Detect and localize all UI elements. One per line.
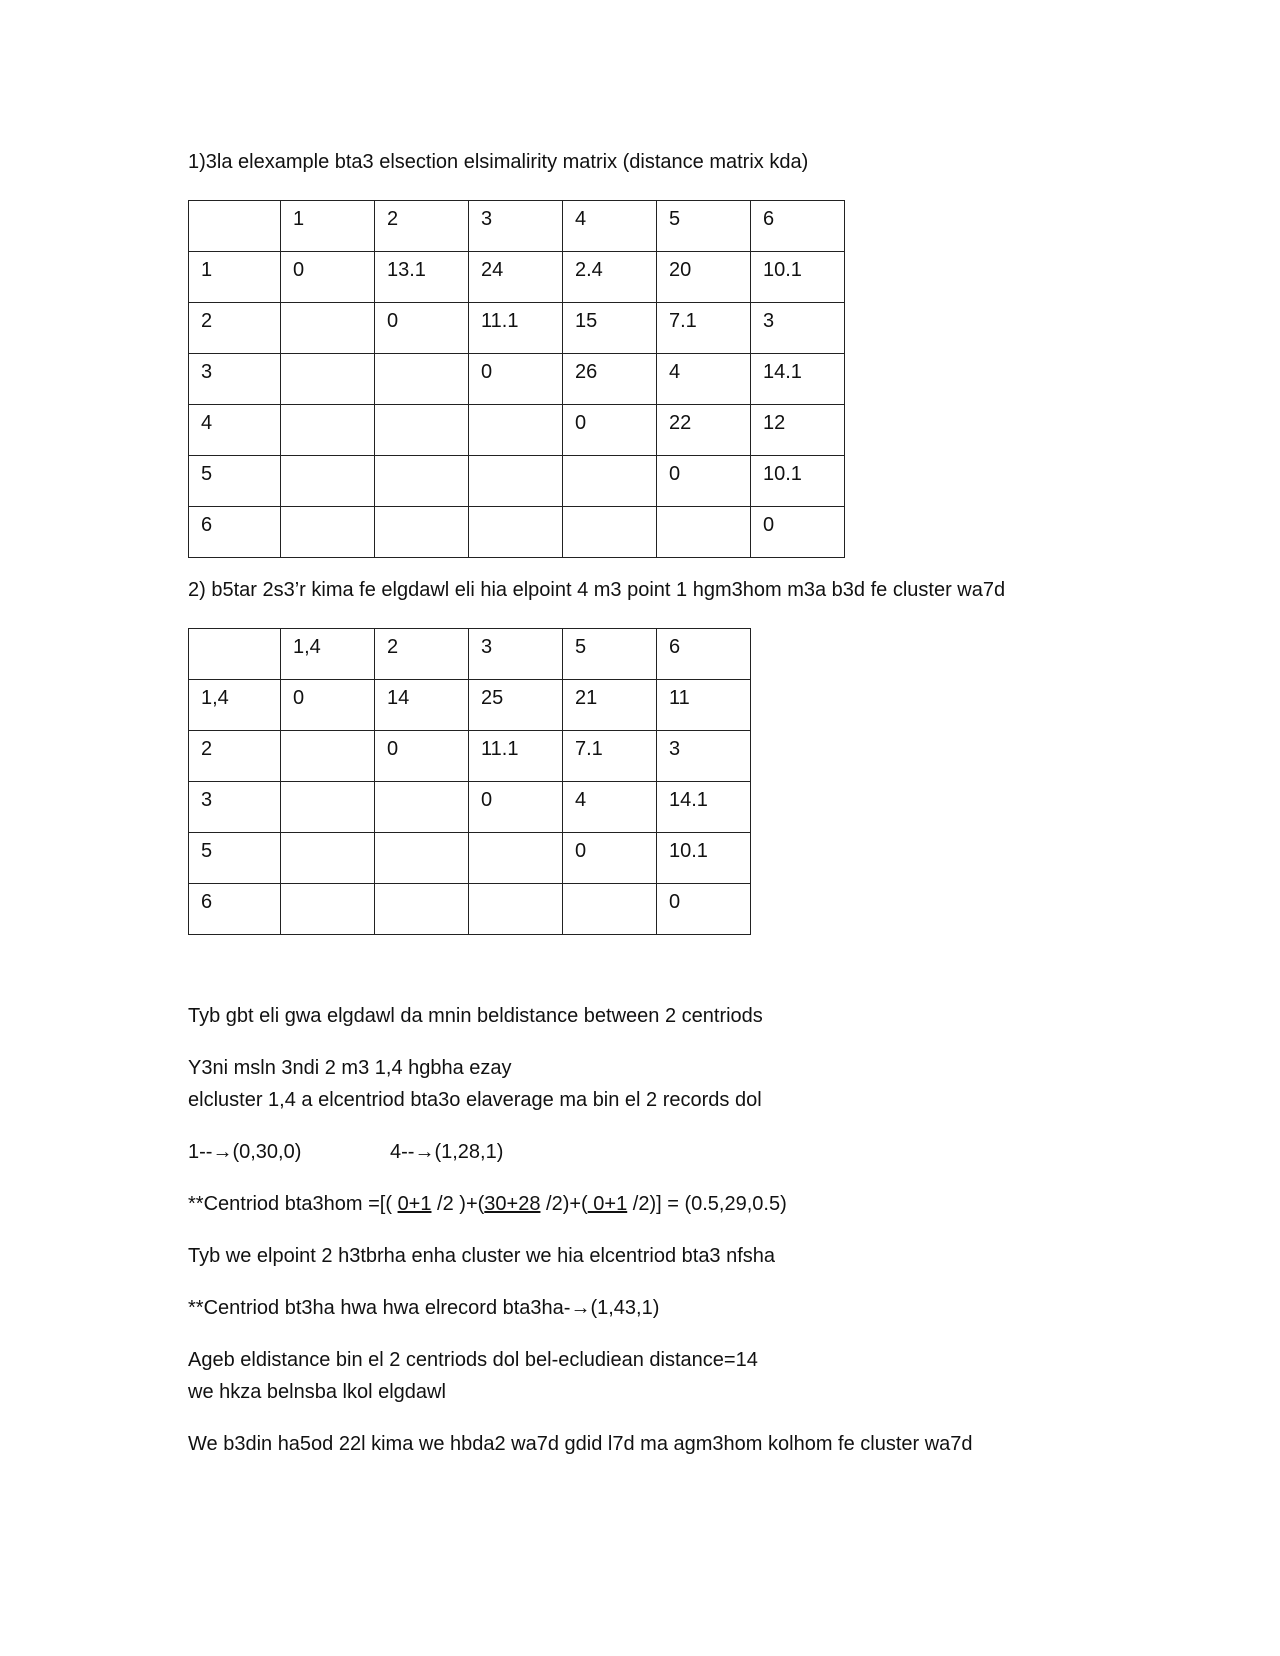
table-cell xyxy=(469,456,563,507)
table-cell xyxy=(281,507,375,558)
table-cell xyxy=(469,884,563,935)
heading-section-1: 1)3la elexample bta3 elsection elsimalirity matrix (distance matrix kda) xyxy=(188,151,809,173)
table-cell xyxy=(375,782,469,833)
table-cell: 22 xyxy=(657,405,751,456)
similarity-matrix-body xyxy=(189,201,845,558)
table-cell: 13.1 xyxy=(375,252,469,303)
record-1 xyxy=(188,1136,301,1168)
centriod-calc-term-3: 0+1 xyxy=(587,1193,628,1215)
table-cell: 10.1 xyxy=(751,456,845,507)
table-cell: 11 xyxy=(657,680,751,731)
table-header-row xyxy=(189,201,845,252)
table-cell xyxy=(281,884,375,935)
paragraph-example-line-1: Y3ni msln 3ndi 2 m3 1,4 hgbha ezay xyxy=(188,1057,512,1079)
table-cell: 26 xyxy=(563,354,657,405)
table-cell: 14.1 xyxy=(657,782,751,833)
table-cell xyxy=(375,833,469,884)
table-header-cell: 5 xyxy=(563,629,657,680)
centriod-calculation xyxy=(188,1188,787,1220)
table-cell xyxy=(375,507,469,558)
table-cell xyxy=(469,833,563,884)
table-cell xyxy=(375,405,469,456)
table-cell: 2.4 xyxy=(563,252,657,303)
table-header-cell: 4 xyxy=(563,201,657,252)
table-row xyxy=(189,303,845,354)
table-row xyxy=(189,833,751,884)
table-row-label: 6 xyxy=(189,507,281,558)
arrow-right-icon: → xyxy=(414,1141,435,1163)
table-cell xyxy=(281,354,375,405)
table-cell: 12 xyxy=(751,405,845,456)
table-cell xyxy=(657,507,751,558)
table-header-cell xyxy=(189,629,281,680)
table-row xyxy=(189,252,845,303)
record-4-value: (1,28,1) xyxy=(434,1141,504,1163)
table-cell: 0 xyxy=(751,507,845,558)
table-cell: 0 xyxy=(657,456,751,507)
table-cell: 24 xyxy=(469,252,563,303)
table-row xyxy=(189,456,845,507)
paragraph-distance-line-2: we hkza belnsba lkol elgdawl xyxy=(188,1381,446,1403)
table-cell: 0 xyxy=(563,405,657,456)
paragraph-point-2: Tyb we elpoint 2 h3tbrha enha cluster we hia elcentriod bta3 nfsha xyxy=(188,1245,776,1267)
similarity-matrix-table xyxy=(188,200,845,558)
table-row-label: 1,4 xyxy=(189,680,281,731)
table-cell: 0 xyxy=(375,731,469,782)
table-cell: 25 xyxy=(469,680,563,731)
table-cell: 15 xyxy=(563,303,657,354)
centriod-calc-prefix: **Centriod bta3hom =[( xyxy=(188,1193,398,1215)
heading-section-2: 2) b5tar 2s3’r kima fe elgdawl eli hia elpoint 4 m3 point 1 hgm3hom m3a b3d fe cluster wa7d xyxy=(188,579,1006,601)
table-cell: 11.1 xyxy=(469,303,563,354)
table-cell: 10.1 xyxy=(751,252,845,303)
centriod-point-2 xyxy=(188,1292,659,1324)
table-row-label: 2 xyxy=(189,303,281,354)
table-cell xyxy=(281,731,375,782)
table-header-cell: 2 xyxy=(375,629,469,680)
table-cell xyxy=(281,456,375,507)
table-cell: 7.1 xyxy=(657,303,751,354)
table-cell: 4 xyxy=(657,354,751,405)
table-cell: 7.1 xyxy=(563,731,657,782)
merged-matrix-body xyxy=(189,629,751,935)
table-cell: 3 xyxy=(657,731,751,782)
table-cell xyxy=(375,884,469,935)
table-header-row xyxy=(189,629,751,680)
table-header-cell: 3 xyxy=(469,629,563,680)
table-cell: 3 xyxy=(751,303,845,354)
centriod-point-2-value: (1,43,1) xyxy=(590,1297,660,1319)
table-row xyxy=(189,680,751,731)
table-header-cell: 3 xyxy=(469,201,563,252)
record-4-label: 4-- xyxy=(390,1141,415,1163)
table-row-label: 6 xyxy=(189,884,281,935)
centriod-calc-mid-1: /2 )+( xyxy=(431,1193,485,1215)
centriod-calc-term-1: 0+1 xyxy=(397,1193,432,1215)
centriod-point-2-prefix: **Centriod bt3ha hwa hwa elrecord bta3ha- xyxy=(188,1297,571,1319)
table-header-cell: 6 xyxy=(657,629,751,680)
table-cell xyxy=(281,303,375,354)
table-cell: 4 xyxy=(563,782,657,833)
table-header-cell: 2 xyxy=(375,201,469,252)
table-cell: 21 xyxy=(563,680,657,731)
table-cell xyxy=(563,884,657,935)
table-cell xyxy=(563,507,657,558)
table-row-label: 5 xyxy=(189,833,281,884)
table-row xyxy=(189,354,845,405)
table-row xyxy=(189,731,751,782)
table-row-label: 3 xyxy=(189,354,281,405)
table-row-label: 2 xyxy=(189,731,281,782)
table-cell: 10.1 xyxy=(657,833,751,884)
table-cell: 0 xyxy=(657,884,751,935)
table-cell: 0 xyxy=(469,782,563,833)
table-cell xyxy=(281,782,375,833)
paragraph-distance-line-1: Ageb eldistance bin el 2 centriods dol bel-ecludiean distance=14 xyxy=(188,1349,758,1371)
table-cell xyxy=(281,405,375,456)
table-cell: 11.1 xyxy=(469,731,563,782)
table-cell xyxy=(281,833,375,884)
table-cell xyxy=(469,507,563,558)
table-cell: 0 xyxy=(281,252,375,303)
table-row-label: 3 xyxy=(189,782,281,833)
table-header-cell: 1 xyxy=(281,201,375,252)
table-cell xyxy=(563,456,657,507)
table-header-cell xyxy=(189,201,281,252)
table-cell: 0 xyxy=(281,680,375,731)
centriod-calc-term-2: 30+28 xyxy=(484,1193,541,1215)
table-cell xyxy=(469,405,563,456)
table-row xyxy=(189,507,845,558)
centriod-calc-suffix: /2)] = (0.5,29,0.5) xyxy=(627,1193,787,1215)
arrow-right-icon: → xyxy=(570,1297,591,1319)
record-1-value: (0,30,0) xyxy=(232,1141,302,1163)
table-cell: 20 xyxy=(657,252,751,303)
table-row-label: 5 xyxy=(189,456,281,507)
paragraph-centriod-explanation: Tyb gbt eli gwa elgdawl da mnin beldistance between 2 centriods xyxy=(188,1005,763,1027)
table-row xyxy=(189,884,751,935)
arrow-right-icon: → xyxy=(212,1141,233,1163)
table-cell: 0 xyxy=(375,303,469,354)
table-cell xyxy=(375,354,469,405)
table-row-label: 4 xyxy=(189,405,281,456)
paragraph-example-line-2: elcluster 1,4 a elcentriod bta3o elaverage ma bin el 2 records dol xyxy=(188,1089,762,1111)
record-4 xyxy=(390,1136,503,1168)
table-header-cell: 6 xyxy=(751,201,845,252)
paragraph-conclusion: We b3din ha5od 22l kima we hbda2 wa7d gdid l7d ma agm3hom kolhom fe cluster wa7d xyxy=(188,1433,973,1455)
table-row-label: 1 xyxy=(189,252,281,303)
table-header-cell: 1,4 xyxy=(281,629,375,680)
merged-matrix-table xyxy=(188,628,751,935)
table-cell: 0 xyxy=(469,354,563,405)
centriod-calc-mid-2: /2)+( xyxy=(540,1193,588,1215)
record-1-label: 1-- xyxy=(188,1141,213,1163)
table-cell: 14.1 xyxy=(751,354,845,405)
table-cell xyxy=(375,456,469,507)
table-row xyxy=(189,405,845,456)
table-cell: 14 xyxy=(375,680,469,731)
table-row xyxy=(189,782,751,833)
table-cell: 0 xyxy=(563,833,657,884)
table-header-cell: 5 xyxy=(657,201,751,252)
